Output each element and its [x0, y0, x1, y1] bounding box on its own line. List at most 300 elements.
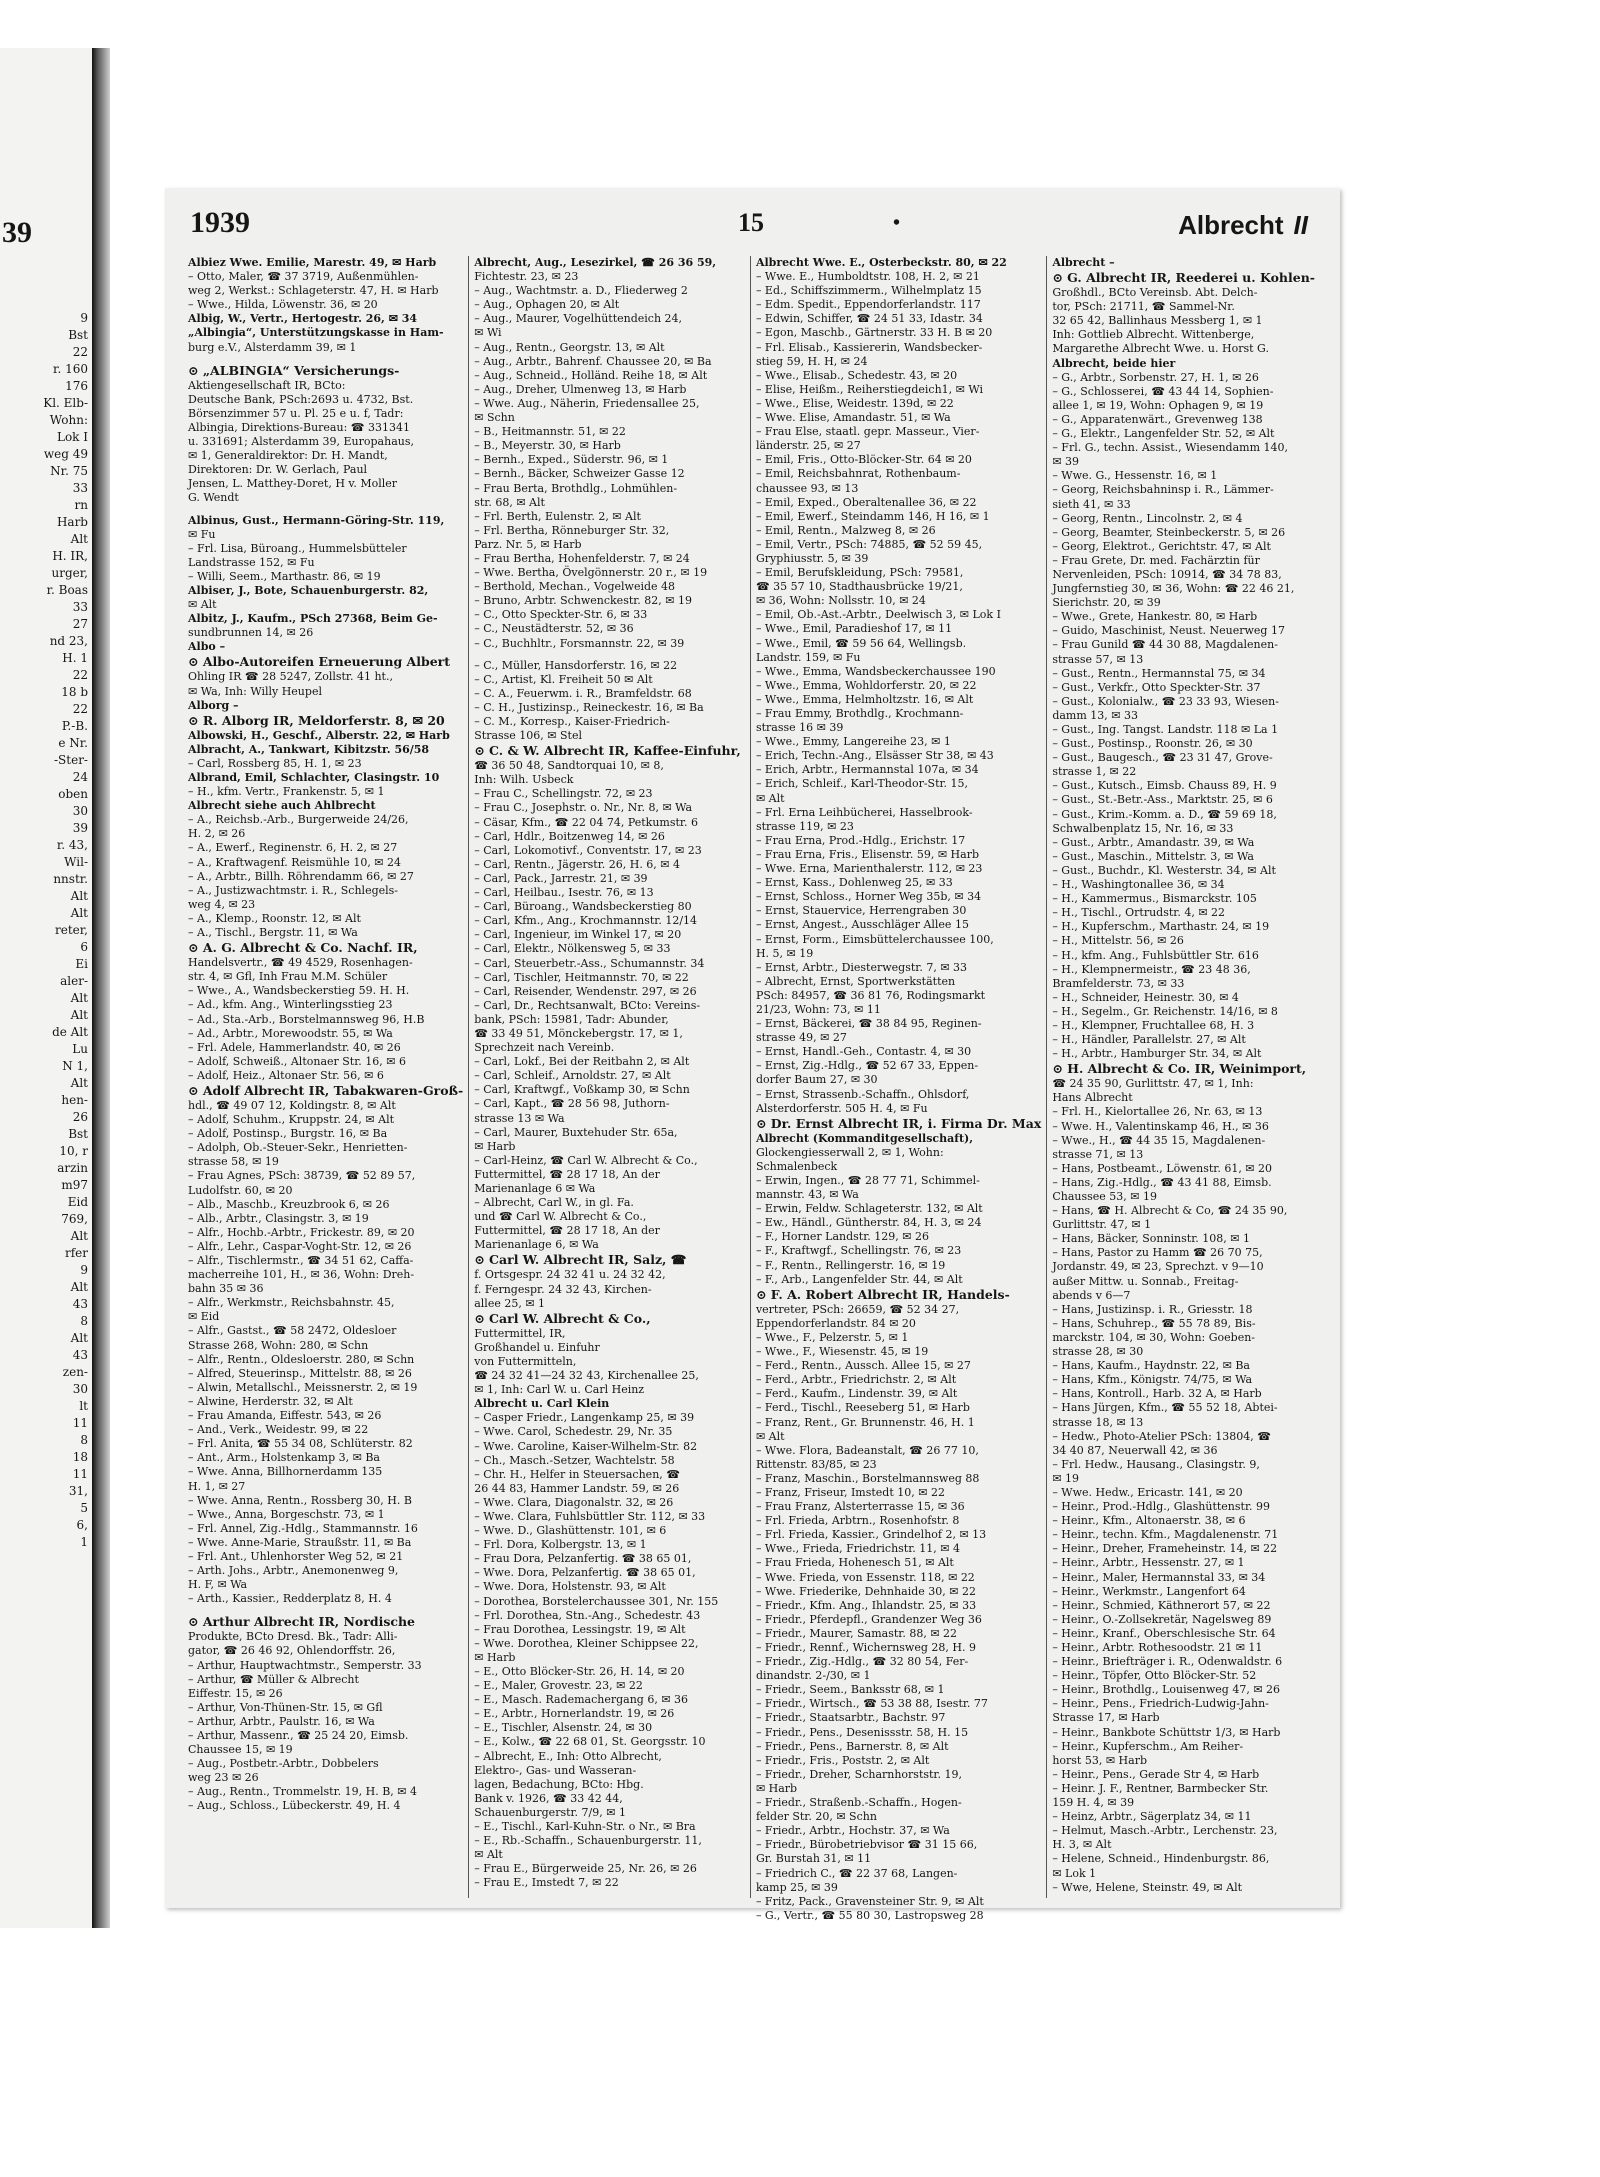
book-gutter	[92, 48, 110, 1928]
directory-entry: – F., Rentn., Rellingerstr. 16, ✉ 19	[755, 1258, 946, 1272]
directory-entry: – Friedr., Straßenb.-Schaffn., Hogen-	[755, 1796, 962, 1810]
directory-entry: – Frau Frieda, Hohenesch 51, ✉ Alt	[755, 1556, 954, 1570]
adjacent-page-fragment-line: 30	[72, 1382, 88, 1396]
directory-entry: – E., Tischl., Karl-Kuhn-Str. o Nr., ✉ Bra	[474, 1820, 696, 1834]
directory-entry: – C., Otto Speckter-Str. 6, ✉ 33	[474, 608, 648, 622]
directory-entry: – A., Ewerf., Reginenstr. 6, H. 2, ✉ 27	[188, 841, 398, 855]
directory-entry: – Frau Dorothea, Lessingstr. 19, ✉ Alt	[474, 1622, 686, 1636]
directory-entry: Bank v. 1926, ☎ 33 42 44,	[474, 1791, 623, 1805]
adjacent-page-fragment-line: nnstr.	[53, 872, 88, 886]
directory-column-4	[1046, 256, 1328, 1898]
directory-entry: 32 65 42, Ballinhaus Messberg 1, ✉ 1	[1052, 314, 1263, 328]
adjacent-page-fragment-line: 22	[72, 668, 88, 682]
directory-entry: – Frl. G., techn. Assist., Wiesendamm 140,	[1052, 441, 1288, 455]
adjacent-page-fragment-line: Alt	[70, 1331, 88, 1345]
adjacent-page-fragment-line: Alt	[70, 1280, 88, 1294]
directory-entry: hdl., ☎ 49 07 12, Koldingstr. 8, ✉ Alt	[188, 1098, 396, 1112]
directory-entry: – H., Tischl., Ortrudstr. 4, ✉ 22	[1052, 906, 1226, 920]
directory-entry: Landstrasse 152, ✉ Fu	[188, 555, 315, 569]
directory-entry: Parz. Nr. 5, ✉ Harb	[474, 537, 582, 551]
adjacent-page-fragment-line: Wil-	[64, 855, 88, 869]
adjacent-page-fragment-line: hen-	[61, 1093, 88, 1107]
directory-entry: – Berthold, Mechan., Vogelweide 48	[474, 580, 676, 594]
directory-entry: – Frau Agnes, PSch: 38739, ☎ 52 89 57,	[188, 1169, 416, 1183]
directory-entry: – Edwin, Schiffer, ☎ 24 51 33, Idastr. 34	[755, 312, 983, 326]
adjacent-page-fragment-line: 39	[72, 821, 88, 835]
directory-entry: kamp 25, ✉ 39	[755, 1880, 838, 1894]
adjacent-page-fragment-line: 22	[72, 345, 88, 359]
directory-entry: – A., Kraftwagenf. Reismühle 10, ✉ 24	[188, 855, 402, 869]
directory-entry: – B., Meyerstr. 30, ✉ Harb	[474, 439, 621, 453]
directory-entry: – Erich, Schleif., Karl-Theodor-Str. 15,	[755, 777, 969, 791]
directory-entry: – Carl, Kapt., ☎ 28 56 98, Juthorn-	[474, 1097, 670, 1111]
directory-entry: Hans Albrecht	[1052, 1091, 1133, 1105]
directory-entry: – Bruno, Arbtr. Schwenckestr. 82, ✉ 19	[474, 594, 692, 608]
directory-entry: – Franz, Rent., Gr. Brunnenstr. 46, H. 1	[755, 1415, 975, 1429]
directory-entry: – Alfr., Rentn., Oldesloerstr. 280, ✉ Schn	[188, 1352, 415, 1366]
adjacent-page-fragment-line: Nr. 75	[50, 464, 88, 478]
directory-entry: – Friedr., Rennf., Wichernsweg 28, H. 9	[755, 1641, 976, 1654]
directory-entry: – H., Kammermus., Bismarckstr. 105	[1052, 892, 1257, 906]
directory-entry: ✉ 36, Wohn: Nollsstr. 10, ✉ 24	[755, 594, 926, 608]
directory-entry: – H., Händler, Parallelstr. 27, ✉ Alt	[1052, 1033, 1246, 1047]
directory-entry: von Futtermitteln,	[474, 1354, 577, 1368]
adjacent-page-fragment-line: Ei	[75, 957, 88, 971]
directory-entry: – Erwin, Feldw. Schlageterstr. 132, ✉ Alt	[755, 1202, 983, 1216]
entry-gap	[188, 355, 463, 363]
directory-entry: – Frau Bertha, Hohenfelderstr. 7, ✉ 24	[474, 551, 690, 565]
directory-entry: – Frau Berta, Brothdlg., Lohmühlen-	[474, 481, 678, 495]
adjacent-page-fragment-line: Alt	[70, 1229, 88, 1243]
directory-entry: Gryphiusstr. 5, ✉ 39	[755, 551, 869, 565]
directory-entry: – Ernst, Strassenb.-Schaffn., Ohlsdorf,	[755, 1087, 970, 1101]
directory-entry: – Frl. Adele, Hammerlandstr. 40, ✉ 26	[188, 1040, 401, 1054]
directory-entry: – C., Neustädterstr. 52, ✉ 36	[474, 622, 634, 636]
directory-entry: – E., Tischler, Alsenstr. 24, ✉ 30	[474, 1721, 653, 1735]
directory-entry: Albo –	[188, 640, 226, 654]
directory-entry: Albrecht, Aug., Lesezirkel, ☎ 26 36 59,	[474, 256, 717, 269]
directory-entry: Glockengiesserwall 2, ✉ 1, Wohn:	[755, 1145, 944, 1159]
adjacent-page-fragment-line: weg 49	[43, 447, 88, 461]
directory-entry: – Gust., Arbtr., Amandastr. 39, ✉ Wa	[1052, 835, 1255, 849]
adjacent-page-fragment-line: 10, r	[59, 1144, 88, 1158]
header-bullet: •	[893, 212, 901, 234]
running-head-name: Albrecht	[1178, 210, 1284, 240]
directory-entry: – Gust., Rentn., Hermannstal 75, ✉ 34	[1052, 666, 1266, 680]
directory-entry: – Gust., Postinsp., Roonstr. 26, ✉ 30	[1052, 737, 1253, 751]
directory-entry: – H., Arbtr., Hamburger Str. 34, ✉ Alt	[1052, 1047, 1262, 1061]
directory-entry: – Wwe. Friederike, Dehnhaide 30, ✉ 22	[755, 1584, 976, 1598]
directory-entry: – Carl, Rentn., Jägerstr. 26, H. 6, ✉ 4	[474, 857, 681, 871]
directory-entry: – Ernst, Handl.-Geh., Contastr. 4, ✉ 30	[755, 1045, 972, 1059]
adjacent-page-fragment-line: Lu	[72, 1042, 88, 1056]
directory-entry: Ohling IR ☎ 28 5247, Zollstr. 41 ht.,	[188, 670, 393, 684]
adjacent-page-fragment-line: Wohn:	[49, 413, 88, 427]
directory-entry: – Ad., kfm. Ang., Winterlingsstieg 23	[188, 998, 393, 1012]
directory-entry: – Heinr., Brothdlg., Louisenweg 47, ✉ 26	[1052, 1683, 1281, 1697]
directory-entry: und ☎ Carl W. Albrecht & Co.,	[474, 1210, 647, 1224]
entry-gap	[474, 651, 745, 659]
directory-entry: – Ferd., Kaufm., Lindenstr. 39, ✉ Alt	[755, 1387, 958, 1401]
directory-entry: allee 1, ✉ 19, Wohn: Ophagen 9, ✉ 19	[1052, 398, 1264, 412]
directory-entry: – Heinr., O.-Zollsekretär, Nagelsweg 89	[1052, 1612, 1272, 1626]
directory-entry: str. 4, ✉ Gfl, Inh Frau M.M. Schüler	[188, 970, 388, 984]
directory-entry: damm 13, ✉ 33	[1052, 708, 1138, 722]
directory-entry: ✉ Alt	[188, 598, 217, 612]
directory-entry: – Emil, Ewerf., Steindamm 146, H 16, ✉ 1	[755, 509, 990, 523]
directory-entry: Albrecht, beide hier	[1052, 356, 1176, 370]
adjacent-page-fragment-line: 9	[80, 311, 88, 325]
directory-entry: – Adolph, Ob.-Steuer-Sekr., Henrietten-	[188, 1141, 408, 1155]
directory-entry: – G., Arbtr., Sorbenstr. 27, H. 1, ✉ 26	[1052, 370, 1259, 384]
directory-entry: sundbrunnen 14, ✉ 26	[188, 626, 314, 640]
directory-entry: – Carl, Lokf., Bei der Reitbahn 2, ✉ Alt	[474, 1055, 690, 1069]
adjacent-page-fragment-line: H. IR,	[52, 549, 88, 563]
directory-entry: ⊙ H. Albrecht & Co. IR, Weinimport,	[1052, 1061, 1307, 1077]
directory-entry: – Arthur, Massenr., ☎ 25 24 20, Eimsb.	[188, 1729, 409, 1742]
directory-entry: – Carl, Heilbau., Isestr. 76, ✉ 13	[474, 886, 654, 900]
directory-entry: – Carl, Pack., Jarrestr. 21, ✉ 39	[474, 871, 648, 885]
directory-entry: – Frau E., Imstedt 7, ✉ 22	[474, 1876, 619, 1890]
directory-entry: – Georg, Reichsbahninsp i. R., Lämmer-	[1052, 483, 1274, 497]
adjacent-page-fragment-line: 22	[72, 702, 88, 716]
adjacent-page-fragment-line: Harb	[56, 515, 88, 529]
directory-entry: Futtermittel, ☎ 28 17 18, An der	[474, 1167, 660, 1181]
directory-entry: – Wwe. Elise, Amandastr. 51, ✉ Wa	[755, 411, 951, 425]
directory-entry: – H., Washingtonallee 36, ✉ 34	[1052, 878, 1225, 892]
directory-entry: – Ad., Arbtr., Morewoodstr. 55, ✉ Wa	[188, 1026, 393, 1040]
directory-entry: – Ant., Arm., Holstenkamp 3, ✉ Ba	[188, 1451, 380, 1465]
directory-entry: – A., Justizwachtmstr. i. R., Schlegels-	[188, 883, 399, 897]
directory-entry: – E., Otto Blöcker-Str. 26, H. 14, ✉ 20	[474, 1665, 685, 1678]
directory-entry: – Hans Jürgen, Kfm., ☎ 55 52 18, Abtei-	[1052, 1401, 1278, 1415]
directory-entry: – G., Apparatenwärt., Grevenweg 138	[1052, 412, 1263, 426]
directory-entry: – Hans, Bäcker, Sonninstr. 108, ✉ 1	[1052, 1232, 1250, 1246]
directory-entry: – Friedr., Bürobetriebvisor ☎ 31 15 66,	[755, 1838, 978, 1852]
directory-entry: – F., Horner Landstr. 129, ✉ 26	[755, 1230, 929, 1244]
directory-entry: – F., Arb., Langenfelder Str. 44, ✉ Alt	[755, 1272, 963, 1286]
directory-entry: – Ernst, Stauervice, Herrengraben 30	[755, 904, 967, 918]
directory-entry: PSch: 84957, ☎ 36 81 76, Rodingsmarkt	[755, 988, 986, 1002]
directory-entry: allee 25, ✉ 1	[474, 1296, 546, 1310]
directory-entry: Alborg –	[188, 698, 239, 712]
directory-entry: – H., Mittelstr. 56, ✉ 26	[1052, 934, 1184, 948]
adjacent-page-fragment-line: 8	[80, 1433, 88, 1447]
directory-entry: – Ed., Schiffszimmerm., Wilhelmplatz 15	[755, 284, 982, 298]
directory-entry: – Arth., Kassier., Redderplatz 8, H. 4	[188, 1592, 392, 1606]
adjacent-page-fragment-line: arzin	[57, 1161, 88, 1175]
directory-entry: – Wwe., Elisab., Schedestr. 43, ✉ 20	[755, 368, 958, 382]
directory-entry: – Wwe., Emil, Paradieshof 17, ✉ 11	[755, 622, 953, 636]
directory-entry: abends v 6—7	[1052, 1288, 1131, 1302]
directory-entry: – Alb., Maschb., Kreuzbrook 6, ✉ 26	[188, 1197, 390, 1211]
directory-entry: – Heinr., techn. Kfm., Magdalenenstr. 71	[1052, 1528, 1279, 1542]
directory-entry: Albrecht siehe auch Ahlbrecht	[188, 799, 376, 813]
directory-entry: – A., Klemp., Roonstr. 12, ✉ Alt	[188, 911, 361, 925]
directory-entry: – Heinr., Bankbote Schüttstr 1/3, ✉ Harb	[1052, 1725, 1281, 1739]
directory-entry: – Wwe. Clara, Diagonalstr. 32, ✉ 26	[474, 1495, 674, 1509]
directory-entry: ⊙ R. Alborg IR, Meldorferstr. 8, ✉ 20	[188, 712, 445, 728]
directory-entry: – G., Elektr., Langenfelder Str. 52, ✉ Alt	[1052, 427, 1275, 441]
adjacent-page-fragment-line: -Ster-	[54, 753, 88, 767]
directory-entry: Elektro-, Gas- und Wasseran-	[474, 1763, 637, 1777]
directory-entry: – Aug., Arbtr., Bahrenf. Chaussee 20, ✉ Ba	[474, 354, 712, 368]
directory-entry: – Frau C., Josephstr. o. Nr., Nr. 8, ✉ Wa	[474, 801, 693, 815]
directory-entry: – Adolf, Postinsp., Burgstr. 16, ✉ Ba	[188, 1127, 388, 1141]
directory-entry: – Heinr., Pens., Gerade Str 4, ✉ Harb	[1052, 1767, 1260, 1781]
directory-entry: – Aug., Ophagen 20, ✉ Alt	[474, 298, 620, 312]
directory-entry: – Arth. Johs., Arbtr., Anemonenweg 9,	[188, 1564, 399, 1578]
directory-entry: Börsenzimmer 57 u. Pl. 25 e u. f, Tadr:	[188, 406, 404, 420]
directory-entry: – Heinr. J. F., Rentner, Barmbecker Str.	[1052, 1781, 1269, 1795]
directory-entry: – Bernh., Exped., Süderstr. 96, ✉ 1	[474, 453, 669, 467]
directory-entry: – Wwe., A., Wandsbeckerstieg 59. H. H.	[188, 984, 410, 998]
directory-entry: Schauenburgerstr. 7/9, ✉ 1	[474, 1805, 626, 1819]
directory-entry: – Arthur, Von-Thünen-Str. 15, ✉ Gfl	[188, 1700, 383, 1714]
directory-entry: – Frau C., Schellingstr. 72, ✉ 23	[474, 787, 653, 801]
directory-entry: – Ernst, Form., Eimsbüttelerchaussee 100,	[755, 932, 994, 946]
directory-entry: Alsterdorferstr. 505 H. 4, ✉ Fu	[755, 1101, 928, 1115]
directory-entry: – E., Masch. Rademachergang 6, ✉ 36	[474, 1693, 689, 1707]
directory-entry: Nervenleiden, PSch: 10914, ☎ 34 78 83,	[1052, 567, 1282, 581]
adjacent-page-fragment-line: 11	[72, 1467, 88, 1481]
directory-entry: – A., Reichsb.-Arb., Burgerweide 24/26,	[188, 813, 409, 827]
adjacent-page-fragment-line: N 1,	[62, 1059, 88, 1073]
directory-entry: – Alfr., Hochb.-Arbtr., Frickestr. 89, ✉ 20	[188, 1225, 415, 1239]
directory-entry: Bramfelderstr. 73, ✉ 33	[1052, 976, 1185, 990]
directory-entry: – Albrecht, Ernst, Sportwerkstätten	[755, 974, 956, 988]
directory-entry: – Ernst, Arbtr., Diesterwegstr. 7, ✉ 33	[755, 960, 968, 974]
directory-entry: – Aug., Wachtmstr. a. D., Fliederweg 2	[474, 284, 688, 298]
directory-entry: – Hans, Kontroll., Harb. 32 A, ✉ Harb	[1052, 1387, 1262, 1401]
directory-entry: – Frau Else, staatl. gepr. Masseur., Vier-	[755, 425, 980, 439]
directory-entry: – Friedr., Staatsarbtr., Bachstr. 97	[755, 1711, 946, 1725]
directory-entry: – Friedr., Dreher, Scharnhorststr. 19,	[755, 1767, 962, 1781]
directory-entry: – Frl. Annel, Zig.-Hdlg., Stammannstr. 16	[188, 1521, 418, 1535]
directory-entry: – Erich, Techn.-Ang., Elsässer Str 38, ✉ 43	[755, 749, 994, 763]
directory-entry: – Adolf, Schuhm., Kruppstr. 24, ✉ Alt	[188, 1113, 395, 1127]
directory-entry: – And., Verk., Weidestr. 99, ✉ 22	[188, 1423, 369, 1437]
directory-entry: stieg 59, H. H, ✉ 24	[755, 354, 868, 368]
directory-entry: – Heinr., Kupferschm., Am Reiher-	[1052, 1739, 1244, 1753]
directory-entry: H. 5, ✉ 19	[755, 946, 814, 960]
directory-entry: – Wwe. H., Valentinskamp 46, H., ✉ 36	[1052, 1119, 1269, 1133]
directory-entry: ✉ Wi	[474, 326, 502, 340]
directory-entry: – Frau Gunild ☎ 44 30 88, Magdalenen-	[1052, 638, 1278, 652]
directory-entry: – Carl, Maurer, Buxtehuder Str. 65a,	[474, 1125, 678, 1139]
directory-entry: „Albingia“, Unterstützungskasse in Ham-	[188, 326, 444, 340]
directory-entry: ✉ Eid	[188, 1310, 220, 1324]
directory-entry: ✉ Schn	[474, 411, 515, 425]
directory-entry: – Heinr., Töpfer, Otto Blöcker-Str. 52	[1052, 1669, 1257, 1683]
directory-entry: Direktoren: Dr. W. Gerlach, Paul	[188, 463, 368, 477]
directory-entry: bahn 35 ✉ 36	[188, 1282, 264, 1296]
directory-entry: – H., Segelm., Gr. Reichenstr. 14/16, ✉ 8	[1052, 1004, 1278, 1018]
directory-column-3	[750, 256, 1046, 1922]
adjacent-page-fragment	[0, 48, 94, 1928]
directory-entry: ✉ Wa, Inh: Willy Heupel	[188, 684, 322, 698]
adjacent-page-fragment-line: m97	[61, 1178, 88, 1192]
directory-entry: ☎ 24 32 41—24 32 43, Kirchenallee 25,	[474, 1369, 699, 1383]
directory-entry: – Frl. Bertha, Rönneburger Str. 32,	[474, 523, 670, 537]
directory-entry: H. 1, ✉ 27	[188, 1479, 246, 1493]
directory-entry: – Hans, Pastor zu Hamm ☎ 26 70 75,	[1052, 1246, 1263, 1260]
directory-entry: – Frau Emmy, Brothdlg., Krochmann-	[755, 707, 964, 720]
directory-entry: – Wwe. Carol, Schedestr. 29, Nr. 35	[474, 1425, 673, 1439]
directory-entry: – Gust., St.-Betr.-Ass., Marktstr. 25, ✉ 6	[1052, 793, 1273, 807]
directory-entry: bank, PSch: 15981, Tadr: Abunder,	[474, 1012, 669, 1026]
directory-entry: Albrand, Emil, Schlachter, Clasingstr. 10	[188, 771, 440, 784]
directory-entry: – Heinr., Schmied, Käthnerort 57, ✉ 22	[1052, 1598, 1271, 1612]
directory-entry: – Chr. H., Helfer in Steuersachen, ☎	[474, 1467, 680, 1481]
directory-entry: Inh: Wilh. Usbeck	[474, 773, 574, 787]
directory-entry: 34 40 87, Neuerwall 42, ✉ 36	[1052, 1443, 1218, 1457]
directory-entry: – Alfr., Gastst., ☎ 58 2472, Oldesloer	[188, 1324, 397, 1338]
directory-entry: G. Wendt	[188, 491, 239, 505]
directory-entry: – Hans, ☎ H. Albrecht & Co, ☎ 24 35 90,	[1052, 1204, 1288, 1218]
directory-entry: – Friedr., Pens., Desenissstr. 58, H. 15	[755, 1725, 969, 1739]
directory-entry: – Carl, Elektr., Nölkensweg 5, ✉ 33	[474, 942, 671, 956]
directory-entry: – Arthur, ☎ Müller & Albrecht	[188, 1672, 359, 1686]
directory-entry: – Georg, Beamter, Steinbeckerstr. 5, ✉ 26	[1052, 525, 1286, 539]
directory-entry: – Erwin, Ingen., ☎ 28 77 71, Schimmel-	[755, 1174, 980, 1187]
directory-entry: – F., Kraftwgf., Schellingstr. 76, ✉ 23	[755, 1244, 962, 1258]
directory-entry: – Frau Erna, Fris., Elisenstr. 59, ✉ Harb	[755, 847, 979, 861]
directory-entry: – Fritz, Pack., Gravensteiner Str. 9, ✉ Alt	[755, 1894, 984, 1908]
directory-entry: Albracht, A., Tankwart, Kibitzstr. 56/58	[188, 742, 430, 756]
directory-entry: Albrecht u. Carl Klein	[474, 1397, 610, 1411]
directory-entry: – Frau Franz, Alsterterrasse 15, ✉ 36	[755, 1500, 965, 1514]
directory-entry: – Heinr., Kranf., Oberschlesische Str. 64	[1052, 1626, 1276, 1640]
directory-entry: Marienanlage 6, ✉ Wa	[474, 1238, 599, 1252]
directory-entry: – Friedr., Fris., Poststr. 2, ✉ Alt	[755, 1753, 930, 1767]
directory-entry: – Wwe. Bertha, Övelgönnerstr. 20 r., ✉ 19	[474, 566, 708, 580]
directory-entry: – Wwe. Frieda, von Essenstr. 118, ✉ 22	[755, 1570, 975, 1584]
directory-entry: marckstr. 104, ✉ 30, Wohn: Goeben-	[1052, 1330, 1256, 1344]
directory-entry: – Frl. Dorothea, Stn.-Ang., Schedestr. 43	[474, 1608, 701, 1622]
adjacent-page-fragment-line: 18 b	[61, 685, 88, 699]
directory-entry: Fichtestr. 23, ✉ 23	[474, 270, 579, 284]
directory-entry: – Friedr., Pferdepfl., Grandenzer Weg 36	[755, 1612, 982, 1626]
directory-entry: Albiser, J., Bote, Schauenburgerstr. 82,	[188, 583, 429, 597]
directory-entry: – G., Vertr., ☎ 55 80 30, Lastropsweg 28	[755, 1908, 984, 1922]
adjacent-page-fragment-line: 27	[72, 617, 88, 631]
directory-entry: – Frl. Ant., Uhlenhorster Weg 52, ✉ 21	[188, 1549, 404, 1563]
adjacent-page-fragment-line: rfer	[64, 1246, 88, 1260]
directory-entry: – Wwe. Dora, Pelzanfertig. ☎ 38 65 01,	[474, 1566, 696, 1580]
directory-entry: – Franz, Maschin., Borstelmannsweg 88	[755, 1471, 980, 1485]
directory-entry: – Heinr., Kfm., Altonaerstr. 38, ✉ 6	[1052, 1514, 1246, 1528]
directory-entry: – Heinr., Arbtr. Rothesoodstr. 21 ✉ 11	[1052, 1641, 1263, 1654]
directory-entry: ✉ Alt	[755, 791, 785, 805]
directory-entry: – Helmut, Masch.-Arbtr., Lerchenstr. 23,	[1052, 1824, 1278, 1838]
directory-entry: – Emil, Exped., Oberaltenallee 36, ✉ 22	[755, 495, 977, 509]
adjacent-page-fragment-line: 6	[80, 940, 88, 954]
adjacent-page-fragment-line: 1	[80, 1535, 88, 1549]
directory-entry: – Arthur, Hauptwachtmstr., Semperstr. 33	[188, 1658, 422, 1672]
directory-entry: – Wwe., Emil, ☎ 59 56 64, Wellingsb.	[755, 636, 967, 650]
directory-entry: – Dorothea, Borstelerchaussee 301, Nr. 155	[474, 1594, 719, 1608]
directory-entry: Inh: Gottlieb Albrecht. Wittenberge,	[1052, 328, 1255, 342]
directory-entry: – Heinr., Dreher, Frameheinstr. 14, ✉ 22	[1052, 1542, 1278, 1556]
directory-column-1	[183, 256, 468, 1898]
directory-entry: horst 53, ✉ Harb	[1052, 1753, 1147, 1767]
directory-entry: – Gust., Buchdr., Kl. Westerstr. 34, ✉ Alt	[1052, 863, 1276, 877]
directory-entry: – Frl. Hedw., Hausang., Clasingstr. 9,	[1052, 1457, 1260, 1471]
directory-entry: – Carl, Büroang., Wandsbeckerstieg 80	[474, 900, 692, 914]
directory-entry: ✉ Alt	[755, 1429, 785, 1443]
directory-entry: strasse 1, ✉ 22	[1052, 765, 1137, 779]
directory-entry: – H., Klempnermeistr., ☎ 23 48 36,	[1052, 962, 1251, 976]
adjacent-page-fragment-line: 11	[72, 1416, 88, 1430]
directory-entry: – Albrecht, E., Inh: Otto Albrecht,	[474, 1749, 662, 1763]
directory-entry: – Heinr., Maler, Hermannstal 33, ✉ 34	[1052, 1570, 1266, 1584]
adjacent-page-fragment-line: 176	[65, 379, 88, 393]
adjacent-page-fragment-line: 31,	[68, 1484, 88, 1498]
directory-entry: – Alwin, Metallschl., Meissnerstr. 2, ✉ 19	[188, 1380, 418, 1394]
directory-entry: – Carl, Tischler, Heitmannstr. 70, ✉ 22	[474, 970, 689, 984]
directory-entry: länderstr. 25, ✉ 27	[755, 439, 861, 453]
entry-gap	[188, 506, 463, 514]
directory-entry: – Ernst, Angest., Ausschläger Allee 15	[755, 918, 969, 932]
directory-entry: Chaussee 15, ✉ 19	[188, 1743, 293, 1757]
directory-entry: – Wwe. Anna, Rentn., Rossberg 30, H. B	[188, 1493, 412, 1507]
directory-entry: – Albrecht, Carl W., in gl. Fa.	[474, 1196, 634, 1210]
directory-entry: ✉ Harb	[755, 1781, 798, 1795]
directory-columns	[183, 256, 1328, 1922]
directory-entry: – Ernst, Schloss., Horner Weg 35b, ✉ 34	[755, 890, 982, 904]
adjacent-page-fragment-line: 769,	[61, 1212, 88, 1226]
directory-entry: – Cäsar, Kfm., ☎ 22 04 74, Petkumstr. 6	[474, 815, 698, 829]
directory-entry: lagen, Bedachung, BCto: Hbg.	[474, 1777, 644, 1791]
directory-entry: – Ernst, Bäckerei, ☎ 38 84 95, Reginen-	[755, 1017, 982, 1031]
directory-entry: Aktiengesellschaft IR, BCto:	[188, 378, 346, 392]
directory-entry: ⊙ „ALBINGIA“ Versicherungs-	[188, 362, 400, 378]
directory-entry: – Alfr., Werkmstr., Reichsbahnstr. 45,	[188, 1296, 395, 1310]
entry-gap	[188, 1606, 463, 1614]
directory-entry: ⊙ G. Albrecht IR, Reederei u. Kohlen-	[1052, 270, 1315, 286]
directory-entry: Landstr. 159, ✉ Fu	[755, 650, 861, 664]
directory-entry: – Hans, Kaufm., Haydnstr. 22, ✉ Ba	[1052, 1359, 1250, 1373]
directory-entry: – Carl, Ingenieur, im Winkel 17, ✉ 20	[474, 928, 682, 942]
directory-entry: strasse 28, ✉ 30	[1052, 1345, 1144, 1359]
directory-entry: – Casper Friedr., Langenkamp 25, ✉ 39	[474, 1411, 695, 1425]
directory-entry: – Wwe. Clara, Fuhlsbüttler Str. 112, ✉ 33	[474, 1509, 706, 1523]
adjacent-page-fragment-line: P.-B.	[61, 719, 88, 733]
directory-entry: – Friedr., Arbtr., Hochstr. 37, ✉ Wa	[755, 1824, 950, 1838]
adjacent-page-year: 39	[2, 216, 32, 249]
directory-entry: – Frl. Frieda, Arbtrn., Rosenhofstr. 8	[755, 1514, 960, 1528]
directory-entry: weg 4, ✉ 23	[188, 897, 256, 911]
directory-entry: – Hans, Kfm., Königstr. 74/75, ✉ Wa	[1052, 1373, 1253, 1387]
directory-entry: – Wwe., Emmy, Langereihe 23, ✉ 1	[755, 735, 951, 749]
directory-entry: – H., Klempner, Fruchtallee 68, H. 3	[1052, 1018, 1255, 1032]
directory-entry: strasse 18, ✉ 13	[1052, 1415, 1144, 1429]
directory-entry: macherreihe 101, H., ✉ 36, Wohn: Dreh-	[188, 1268, 415, 1282]
directory-entry: – Friedr., Wirtsch., ☎ 53 38 88, Isestr. 77	[755, 1697, 988, 1711]
directory-entry: – Wwe., Emma, Helmholtzstr. 16, ✉ Alt	[755, 692, 974, 706]
directory-entry: – Aug., Schloss., Lübeckerstr. 49, H. 4	[188, 1799, 401, 1813]
directory-entry: f. Ferngespr. 24 32 43, Kirchen-	[474, 1282, 652, 1296]
directory-entry: – Alfr., Tischlermstr., ☎ 34 51 62, Caffa-	[188, 1254, 414, 1267]
directory-entry: ✉ 39	[1052, 455, 1080, 469]
adjacent-page-fragment-line: H. 1	[62, 651, 88, 665]
directory-entry: – Ernst, Kass., Dohlenweg 25, ✉ 33	[755, 876, 953, 890]
directory-entry: – Friedr., Kfm. Ang., Ihlandstr. 25, ✉ 33	[755, 1598, 977, 1612]
directory-page	[165, 188, 1340, 1922]
directory-entry: – Helene, Schneid., Hindenburgstr. 86,	[1052, 1852, 1270, 1866]
directory-entry: sieth 41, ✉ 33	[1052, 497, 1131, 511]
